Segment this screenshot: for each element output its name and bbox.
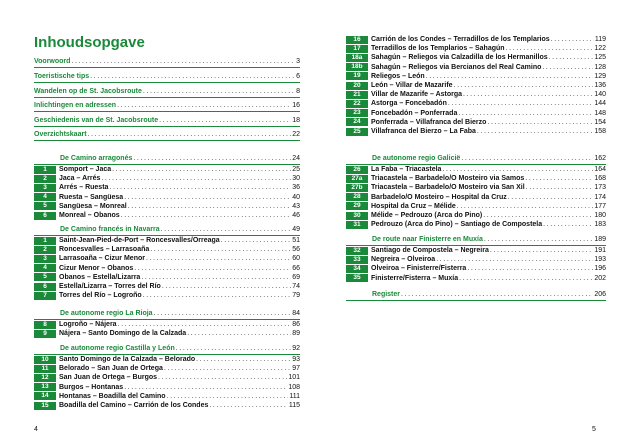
dot-leader xyxy=(158,373,287,382)
entry-page-number: 97 xyxy=(292,365,300,373)
section-heading[interactable] xyxy=(372,235,606,244)
entry-label: De Camino francés in Navarra xyxy=(60,226,160,233)
stage-number-badge: 22 xyxy=(346,100,368,108)
stage-number-badge: 32 xyxy=(346,247,368,255)
entry-label: Logroño – Nájera xyxy=(59,321,117,328)
dot-leader xyxy=(448,99,593,108)
entry-page-number: 115 xyxy=(288,402,300,409)
entry-page-number: 79 xyxy=(292,292,300,300)
dot-leader xyxy=(542,63,593,72)
dot-leader xyxy=(146,254,291,263)
dot-leader xyxy=(162,282,291,291)
stage-entry[interactable] xyxy=(346,246,606,255)
right-page-number: 5 xyxy=(592,426,596,433)
entry-page-number: 8 xyxy=(296,88,300,95)
dot-leader xyxy=(221,236,292,245)
entry-page-number: 168 xyxy=(594,175,606,183)
stage-entry[interactable] xyxy=(346,99,606,108)
stage-number-badge: 29 xyxy=(346,202,368,210)
section-rule xyxy=(34,111,300,112)
stage-number-badge: 5 xyxy=(34,202,56,210)
dot-leader xyxy=(121,211,292,220)
stage-number-badge: 18a xyxy=(346,54,368,62)
stage-number-badge: 2 xyxy=(34,246,56,254)
entry-label: Estella/Lizarra – Torres del Río xyxy=(59,283,161,290)
dot-leader xyxy=(71,57,295,66)
entry-page-number: 40 xyxy=(292,193,300,201)
entry-page-number: 3 xyxy=(296,58,300,65)
entry-page-number: 30 xyxy=(292,175,300,183)
entry-page-number: 140 xyxy=(594,91,606,99)
entry-label: Santiago de Compostela – Negreira xyxy=(371,247,489,254)
entry-label: La Faba – Triacastela xyxy=(371,166,442,173)
dot-leader xyxy=(467,264,593,273)
stage-entry[interactable] xyxy=(346,90,606,99)
entry-label: Arrés – Ruesta xyxy=(59,184,109,192)
stage-number-badge: 2 xyxy=(34,175,56,183)
entry-label: Santo Domingo de la Calzada – Belorado xyxy=(59,356,196,363)
stage-entry[interactable] xyxy=(34,320,300,329)
entry-label: Register xyxy=(372,291,401,298)
dot-leader xyxy=(477,127,593,136)
entry-label: Wandelen op de St. Jacobsroute xyxy=(34,88,142,95)
entry-label: Inlichtingen en adressen xyxy=(34,102,117,109)
entry-label: Belorado – San Juan de Ortega xyxy=(59,365,163,373)
dot-leader xyxy=(484,235,593,244)
entry-page-number: 46 xyxy=(292,212,300,219)
section-heading[interactable] xyxy=(372,154,606,163)
entry-page-number: 49 xyxy=(292,226,300,233)
entry-label: Terradillos de los Templarios – Sahagún xyxy=(371,45,505,53)
entry-page-number: 129 xyxy=(594,72,606,80)
dot-leader xyxy=(209,401,287,410)
stage-number-badge: 33 xyxy=(346,256,368,264)
entry-label: Overzichtskaart xyxy=(34,131,87,138)
dot-leader xyxy=(457,202,594,211)
entry-label: Ruesta – Sangüesa xyxy=(59,193,124,201)
entry-page-number: 173 xyxy=(594,184,606,192)
stage-number-badge: 23 xyxy=(346,109,368,117)
entry-page-number: 101 xyxy=(288,374,300,382)
entry-page-number: 148 xyxy=(594,109,606,117)
entry-page-number: 202 xyxy=(594,274,606,282)
entry-page-number: 177 xyxy=(594,202,606,210)
toc-entry[interactable] xyxy=(34,87,300,96)
entry-label: San Juan de Ortega – Burgos xyxy=(59,374,158,382)
entry-label: Hospital da Cruz – Mélide xyxy=(371,202,456,210)
stage-entry[interactable] xyxy=(34,373,300,382)
entry-label: Negreira – Olveiroa xyxy=(371,256,436,264)
stage-entry[interactable] xyxy=(346,255,606,264)
entry-label: Burgos – Hontanas xyxy=(59,383,124,391)
stage-entry[interactable] xyxy=(346,274,606,283)
dot-leader xyxy=(112,165,291,174)
entry-page-number: 56 xyxy=(292,246,300,254)
entry-label: Nájera – Santo Domingo de la Calzada xyxy=(59,330,187,338)
entry-page-number: 66 xyxy=(292,264,300,272)
dot-leader xyxy=(164,364,291,373)
stage-entry[interactable] xyxy=(34,236,300,245)
stage-number-badge: 4 xyxy=(34,193,56,201)
stage-entry[interactable] xyxy=(346,81,606,90)
dot-leader xyxy=(436,255,593,264)
entry-page-number: 158 xyxy=(594,128,606,135)
dot-leader xyxy=(143,291,291,300)
dot-leader xyxy=(549,53,594,62)
dot-leader xyxy=(490,246,593,255)
entry-label: Sangüesa – Monreal xyxy=(59,202,127,210)
entry-page-number: 18 xyxy=(292,117,300,124)
dot-leader xyxy=(461,154,593,163)
stage-entry[interactable] xyxy=(34,202,300,211)
section-heading[interactable] xyxy=(60,309,300,318)
dot-leader xyxy=(167,392,289,401)
stage-number-badge: 6 xyxy=(34,283,56,291)
stage-entry[interactable] xyxy=(346,264,606,273)
entry-label: Somport – Jaca xyxy=(59,166,112,173)
entry-page-number: 60 xyxy=(292,255,300,263)
dot-leader xyxy=(101,174,291,183)
dot-leader xyxy=(483,211,593,220)
stage-entry[interactable] xyxy=(346,72,606,81)
entry-page-number: 24 xyxy=(292,155,300,162)
entry-label: Triacastela – Barbadelo/O Mosteiro via Samos xyxy=(371,175,525,183)
stage-number-badge: 9 xyxy=(34,330,56,338)
stage-number-badge: 19 xyxy=(346,72,368,80)
entry-page-number: 84 xyxy=(292,310,300,317)
entry-label: Pedrouzo (Arca do Pino) – Santiago de Compostela xyxy=(371,221,543,229)
entry-label: Reliegos – León xyxy=(371,72,425,80)
stage-number-badge: 26 xyxy=(346,166,368,174)
dot-leader xyxy=(187,329,291,338)
stage-entry[interactable] xyxy=(34,364,300,373)
stage-entry[interactable] xyxy=(346,202,606,211)
stage-number-badge: 18b xyxy=(346,63,368,71)
dot-leader xyxy=(487,118,593,127)
stage-number-badge: 11 xyxy=(34,365,56,373)
stage-number-badge: 4 xyxy=(34,264,56,272)
entry-label: Jaca – Arrés xyxy=(59,175,101,183)
dot-leader xyxy=(525,174,593,183)
section-rule xyxy=(34,140,300,141)
stage-entry[interactable] xyxy=(346,44,606,53)
stage-entry[interactable] xyxy=(346,220,606,229)
section-rule xyxy=(346,300,606,301)
stage-number-badge: 6 xyxy=(34,212,56,220)
entry-page-number: 89 xyxy=(292,330,300,338)
entry-label: Olveiroa – Finisterre/Fisterra xyxy=(371,265,467,273)
entry-label: Astorga – Foncebadón xyxy=(371,100,447,108)
dot-leader xyxy=(141,273,291,282)
dot-leader xyxy=(458,109,593,118)
stage-number-badge: 20 xyxy=(346,82,368,90)
stage-entry[interactable] xyxy=(34,291,300,300)
stage-number-badge: 12 xyxy=(34,374,56,382)
entry-page-number: 154 xyxy=(594,118,606,126)
stage-number-badge: 27a xyxy=(346,175,368,183)
entry-label: Obanos – Estella/Lizarra xyxy=(59,273,141,281)
dot-leader xyxy=(506,44,594,53)
dot-leader xyxy=(128,202,292,211)
entry-page-number: 108 xyxy=(288,383,300,391)
page-title: Inhoudsopgave xyxy=(34,34,145,51)
stage-number-badge: 7 xyxy=(34,292,56,300)
toc-entry[interactable] xyxy=(34,116,300,125)
stage-entry[interactable] xyxy=(34,254,300,263)
entry-label: Cizur Menor – Obanos xyxy=(59,264,134,272)
stage-number-badge: 30 xyxy=(346,212,368,220)
entry-page-number: 193 xyxy=(594,256,606,264)
left-page-number: 4 xyxy=(34,426,38,433)
entry-page-number: 36 xyxy=(292,184,300,192)
stage-entry[interactable] xyxy=(346,174,606,183)
dot-leader xyxy=(118,320,292,329)
entry-label: Ponferrada – Villafranca del Bierzo xyxy=(371,118,487,126)
entry-label: Monreal – Obanos xyxy=(59,212,120,219)
entry-page-number: 6 xyxy=(296,73,300,80)
entry-label: Saint-Jean-Pied-de-Port – Roncesvalles/Orreaga xyxy=(59,237,220,244)
stage-entry[interactable] xyxy=(346,193,606,202)
entry-page-number: 92 xyxy=(292,345,300,352)
stage-number-badge: 21 xyxy=(346,91,368,99)
section-heading[interactable] xyxy=(60,225,300,234)
section-heading[interactable] xyxy=(60,344,300,353)
entry-page-number: 128 xyxy=(594,63,606,71)
toc-entry[interactable] xyxy=(34,101,300,110)
stage-entry[interactable] xyxy=(34,264,300,273)
stage-entry[interactable] xyxy=(34,193,300,202)
entry-label: Hontanas – Boadilla del Camino xyxy=(59,392,166,400)
dot-leader xyxy=(196,355,291,364)
stage-entry[interactable] xyxy=(34,183,300,192)
entry-page-number: 164 xyxy=(594,166,606,173)
entry-page-number: 191 xyxy=(594,247,606,254)
entry-label: León – Villar de Mazarife xyxy=(371,82,453,89)
section-heading[interactable] xyxy=(60,154,300,163)
dot-leader xyxy=(150,245,291,254)
entry-label: Sahagún – Reliegos via Calzadilla de los Hermanillos xyxy=(371,54,548,62)
entry-page-number: 162 xyxy=(594,155,606,162)
stage-entry[interactable] xyxy=(34,355,300,364)
stage-number-badge: 35 xyxy=(346,274,368,282)
toc-entry[interactable] xyxy=(34,57,300,66)
stage-entry[interactable] xyxy=(346,183,606,192)
section-rule xyxy=(34,97,300,98)
dot-leader xyxy=(88,130,292,139)
dot-leader xyxy=(90,72,295,81)
entry-label: De route naar Finisterre en Muxía xyxy=(372,236,483,243)
dot-leader xyxy=(543,220,593,229)
stage-entry[interactable] xyxy=(34,273,300,282)
entry-label: Villar de Mazarife – Astorga xyxy=(371,91,463,99)
stage-number-badge: 16 xyxy=(346,36,368,44)
entry-page-number: 180 xyxy=(594,212,606,219)
entry-page-number: 93 xyxy=(292,356,300,363)
dot-leader xyxy=(442,165,593,174)
stage-entry[interactable] xyxy=(34,401,300,410)
stage-number-badge: 31 xyxy=(346,221,368,229)
stage-entry[interactable] xyxy=(34,383,300,392)
stage-entry[interactable] xyxy=(346,211,606,220)
dot-leader xyxy=(124,193,291,202)
dot-leader xyxy=(551,35,594,44)
entry-page-number: 122 xyxy=(594,45,606,53)
stage-entry[interactable] xyxy=(34,165,300,174)
entry-page-number: 136 xyxy=(594,82,606,89)
entry-page-number: 111 xyxy=(289,392,300,400)
dot-leader xyxy=(176,344,291,353)
entry-label: Larrasoaña – Cizur Menor xyxy=(59,255,145,263)
entry-page-number: 86 xyxy=(292,321,300,328)
entry-page-number: 119 xyxy=(594,36,606,43)
entry-page-number: 174 xyxy=(594,193,606,201)
entry-page-number: 16 xyxy=(292,102,300,109)
entry-page-number: 196 xyxy=(594,265,606,273)
entry-label: De autonome regio La Rioja xyxy=(60,310,153,317)
entry-page-number: 125 xyxy=(594,54,606,62)
stage-number-badge: 10 xyxy=(34,356,56,364)
entry-label: Finisterre/Fisterra – Muxía xyxy=(371,274,459,282)
stage-entry[interactable] xyxy=(346,35,606,44)
stage-number-badge: 3 xyxy=(34,255,56,263)
stage-number-badge: 5 xyxy=(34,273,56,281)
dot-leader xyxy=(426,72,594,81)
stage-number-badge: 17 xyxy=(346,45,368,53)
stage-entry[interactable] xyxy=(346,109,606,118)
stage-entry[interactable] xyxy=(34,329,300,338)
entry-page-number: 74 xyxy=(292,283,300,290)
register-entry[interactable] xyxy=(372,290,606,299)
entry-page-number: 22 xyxy=(292,131,300,138)
entry-label: Foncebadón – Ponferrada xyxy=(371,109,458,117)
stage-entry[interactable] xyxy=(34,174,300,183)
dot-leader xyxy=(401,290,593,299)
section-rule xyxy=(34,67,300,68)
entry-page-number: 183 xyxy=(594,221,606,229)
entry-label: Boadilla del Camino – Carrión de los Condes xyxy=(59,402,209,409)
stage-entry[interactable] xyxy=(34,392,300,401)
entry-page-number: 189 xyxy=(594,236,606,243)
entry-label: De autonome regio Castilla y León xyxy=(60,345,175,352)
stage-entry[interactable] xyxy=(34,282,300,291)
dot-leader xyxy=(134,264,291,273)
entry-label: Torres del Río – Logroño xyxy=(59,292,142,300)
entry-page-number: 206 xyxy=(594,291,606,298)
entry-label: Villafranca del Bierzo – La Faba xyxy=(371,128,476,135)
entry-label: De Camino arragonés xyxy=(60,155,133,162)
dot-leader xyxy=(133,154,291,163)
dot-leader xyxy=(526,183,594,192)
entry-label: Voorwoord xyxy=(34,58,71,65)
stage-number-badge: 28 xyxy=(346,193,368,201)
entry-label: Carrión de los Condes – Terradillos de los Templarios xyxy=(371,36,550,43)
stage-entry[interactable] xyxy=(34,245,300,254)
stage-entry[interactable] xyxy=(346,165,606,174)
entry-label: Mélide – Pedrouzo (Arca do Pino) xyxy=(371,212,483,219)
dot-leader xyxy=(154,309,292,318)
dot-leader xyxy=(508,193,594,202)
entry-page-number: 69 xyxy=(292,273,300,281)
stage-number-badge: 15 xyxy=(34,402,56,410)
entry-page-number: 43 xyxy=(292,202,300,210)
toc-entry[interactable] xyxy=(34,130,300,139)
dot-leader xyxy=(161,225,292,234)
section-rule xyxy=(34,126,300,127)
stage-number-badge: 25 xyxy=(346,128,368,136)
stage-entry[interactable] xyxy=(346,127,606,136)
stage-entry[interactable] xyxy=(346,63,606,72)
entry-label: Roncesvalles – Larrasoaña xyxy=(59,246,150,254)
stage-entry[interactable] xyxy=(346,53,606,62)
stage-entry[interactable] xyxy=(34,211,300,220)
dot-leader xyxy=(143,87,295,96)
dot-leader xyxy=(454,81,594,90)
section-rule xyxy=(34,82,300,83)
stage-number-badge: 1 xyxy=(34,237,56,245)
entry-label: Triacastela – Barbadelo/O Mosteiro via San Xil xyxy=(371,184,525,192)
left-page xyxy=(0,0,300,441)
dot-leader xyxy=(124,383,287,392)
entry-label: Barbadelo/O Mosteiro – Hospital da Cruz xyxy=(371,193,507,201)
entry-label: Geschiedenis van de St. Jacobsroute xyxy=(34,117,159,124)
stage-number-badge: 14 xyxy=(34,392,56,400)
dot-leader xyxy=(459,274,593,283)
stage-number-badge: 13 xyxy=(34,383,56,391)
entry-label: Sahagún – Reliegos via Bercianos del Real Camino xyxy=(371,63,542,71)
dot-leader xyxy=(159,116,291,125)
entry-page-number: 144 xyxy=(594,100,606,108)
dot-leader xyxy=(109,183,291,192)
right-page xyxy=(310,0,610,441)
dot-leader xyxy=(117,101,291,110)
stage-number-badge: 1 xyxy=(34,166,56,174)
stage-entry[interactable] xyxy=(346,118,606,127)
entry-label: De autonome regio Galicië xyxy=(372,155,461,162)
stage-number-badge: 34 xyxy=(346,265,368,273)
entry-page-number: 25 xyxy=(292,166,300,173)
stage-number-badge: 8 xyxy=(34,321,56,329)
toc-entry[interactable] xyxy=(34,72,300,81)
entry-page-number: 51 xyxy=(292,237,300,244)
entry-label: Toeristische tips xyxy=(34,73,90,80)
dot-leader xyxy=(463,90,593,99)
stage-number-badge: 24 xyxy=(346,118,368,126)
stage-number-badge: 3 xyxy=(34,184,56,192)
stage-number-badge: 27b xyxy=(346,184,368,192)
